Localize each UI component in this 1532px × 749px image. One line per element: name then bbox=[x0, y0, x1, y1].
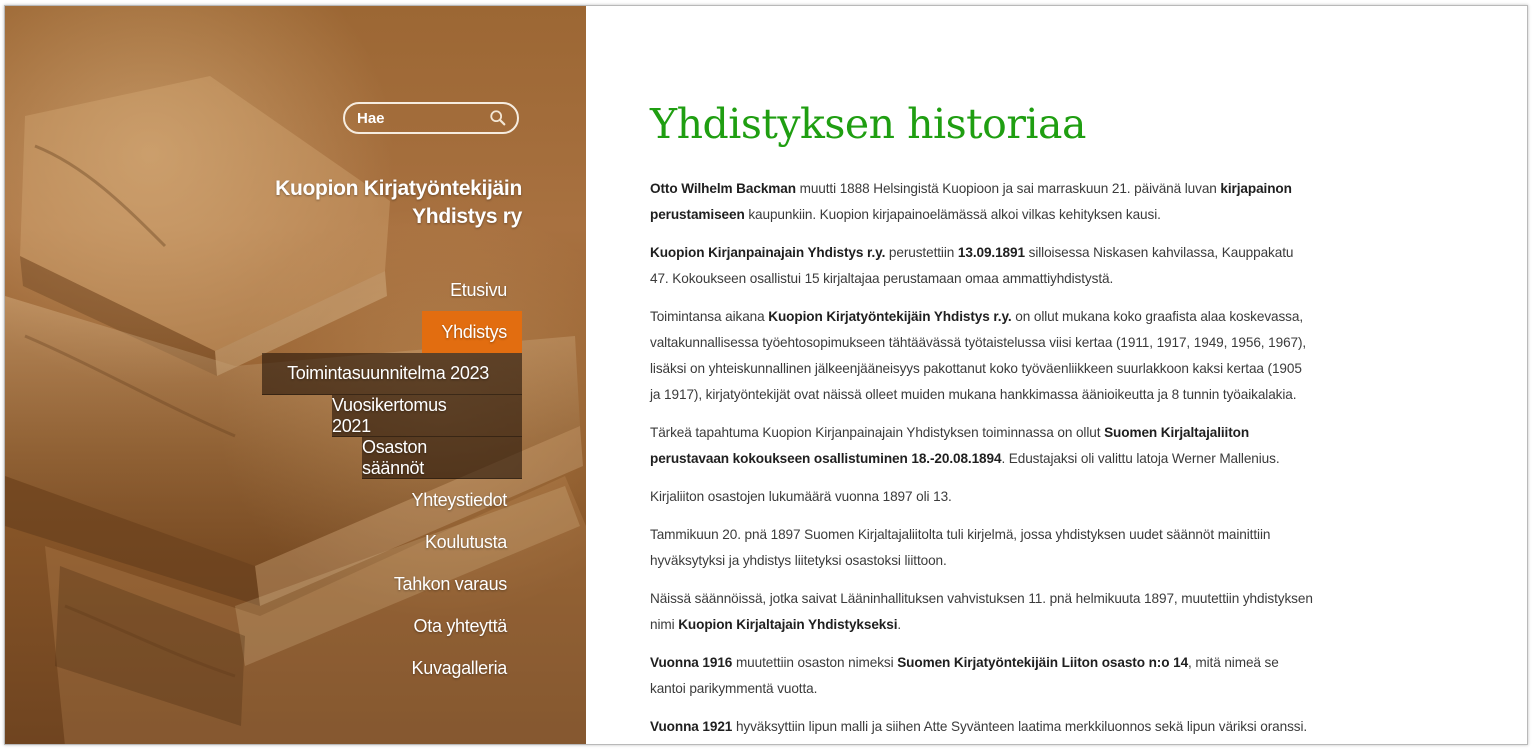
paragraph bbox=[650, 714, 1315, 740]
paragraph bbox=[650, 522, 1315, 574]
page-title: Yhdistyksen historiaa bbox=[650, 100, 1086, 148]
bold-text: Suomen Kirjatyöntekijäin Liiton osasto n:o 14 bbox=[897, 655, 1189, 670]
sidebar bbox=[5, 6, 586, 744]
nav-item-vuosikertomus[interactable]: Vuosikertomus 2021 bbox=[332, 395, 522, 437]
bold-text: Otto Wilhelm Backman bbox=[650, 181, 796, 196]
text: perustettiin bbox=[885, 245, 958, 260]
bold-text: Vuonna 1921 bbox=[650, 719, 733, 734]
text: silloisessa Niskasen kahvilassa, Kauppakatu 47. Kokoukseen osallistui 15 kirjaltajaa perustamaan omaa ammattiyhdistystä. bbox=[650, 245, 1294, 286]
main-nav bbox=[262, 269, 522, 689]
article bbox=[650, 98, 1315, 745]
bold-text: Kuopion Kirjanpainajain Yhdistys r.y. bbox=[650, 245, 886, 260]
paragraph bbox=[650, 240, 1315, 292]
paragraph bbox=[650, 484, 1315, 510]
browser-frame bbox=[4, 5, 1528, 745]
paragraph bbox=[650, 650, 1315, 702]
nav-item-yhteystiedot[interactable]: Yhteystiedot bbox=[411, 489, 507, 510]
text: muutettiin osaston nimeksi bbox=[732, 655, 898, 670]
paragraph bbox=[650, 420, 1315, 472]
paragraph bbox=[650, 176, 1315, 228]
text: on ollut mukana koko graafista alaa koskevassa, valtakunnallisessa työehtosopimukseen tähtäävässä työtaistelussa viisi kertaa (1911, 1917, 1949, 1956, 1967), lisäksi on yhteiskunnallinen jälkeenjääneisyys pakottanut koko työväenliikkeen suurlakkoon kaksi kertaa (1905 ja 1917), kirjatyöntekijät ovat näissä olleet muiden mukana hankkimassa äänioikeutta ja 8 tunnin työaikalakia. bbox=[650, 309, 1307, 402]
nav-item-kuvagalleria[interactable]: Kuvagalleria bbox=[411, 657, 507, 678]
site-title-line1: Kuopion Kirjatyöntekijäin bbox=[275, 177, 522, 200]
text: , mitä nimeä se kantoi parikymmentä vuotta. bbox=[650, 655, 1279, 696]
text: muutti 1888 Helsingistä Kuopioon ja sai marraskuun 21. päivänä luvan bbox=[795, 181, 1221, 196]
bold-text: kirjapainon perustamiseen bbox=[650, 181, 1292, 222]
bold-text: Vuonna 1916 bbox=[650, 655, 733, 670]
nav-item-ota-yhteytta[interactable]: Ota yhteyttä bbox=[413, 615, 507, 636]
paragraph bbox=[650, 304, 1315, 408]
bold-text: 13.09.1891 bbox=[957, 245, 1025, 260]
nav-item-toimintasuunnitelma[interactable]: Toimintasuunnitelma 2023 bbox=[262, 353, 522, 395]
search-input[interactable] bbox=[343, 102, 519, 134]
bold-text: Suomen Kirjaltajaliiton perustavaan kokoukseen osallistuminen 18.-20.08.1894 bbox=[650, 425, 1250, 466]
text: . bbox=[897, 617, 902, 632]
nav-item-etusivu[interactable]: Etusivu bbox=[450, 279, 507, 300]
site-title-line2: Yhdistys ry bbox=[412, 205, 522, 228]
text: . Edustajaksi oli valittu latoja Werner Mallenius. bbox=[1001, 451, 1280, 466]
search-icon[interactable] bbox=[489, 109, 507, 127]
text: hyväksyttiin lipun malli ja siihen Atte Syvänteen laatima merkkiluonnos sekä lipun väriksi oranssi. bbox=[732, 719, 1308, 734]
main-content bbox=[586, 6, 1527, 744]
nav-item-koulutusta[interactable]: Koulutusta bbox=[424, 531, 507, 552]
nav-item-yhdistys[interactable]: Yhdistys bbox=[422, 311, 522, 353]
text: Näissä säännöissä, jotka saivat Lääninhallituksen vahvistuksen 11. pnä helmikuuta 1897, muutettiin yhdistyksen nimi bbox=[650, 591, 1313, 632]
search-placeholder: Hae bbox=[357, 109, 385, 127]
site-title[interactable] bbox=[235, 175, 522, 231]
nav-item-tahkon-varaus[interactable]: Tahkon varaus bbox=[393, 573, 507, 594]
paragraph bbox=[650, 586, 1315, 638]
text: Tammikuun 20. pnä 1897 Suomen Kirjaltajaliitolta tuli kirjelmä, jossa yhdistyksen uudet säännöt mainittiin hyväksytyksi ja yhdistys liitetyksi osastoksi liittoon. bbox=[650, 527, 1271, 568]
text: Tärkeä tapahtuma Kuopion Kirjanpainajain Yhdistyksen toiminnassa on ollut bbox=[650, 425, 1105, 440]
text: Kirjaliiton osastojen lukumäärä vuonna 1897 oli 13. bbox=[650, 489, 952, 504]
text: Toimintansa aikana bbox=[650, 309, 769, 324]
bold-text: Kuopion Kirjaltajain Yhdistykseksi bbox=[678, 617, 898, 632]
nav-item-osaston-saannot[interactable]: Osaston säännöt bbox=[362, 437, 522, 479]
text: kaupunkiin. Kuopion kirjapainoelämässä alkoi vilkas kehityksen kausi. bbox=[744, 207, 1161, 222]
bold-text: Kuopion Kirjatyöntekijäin Yhdistys r.y. bbox=[768, 309, 1012, 324]
